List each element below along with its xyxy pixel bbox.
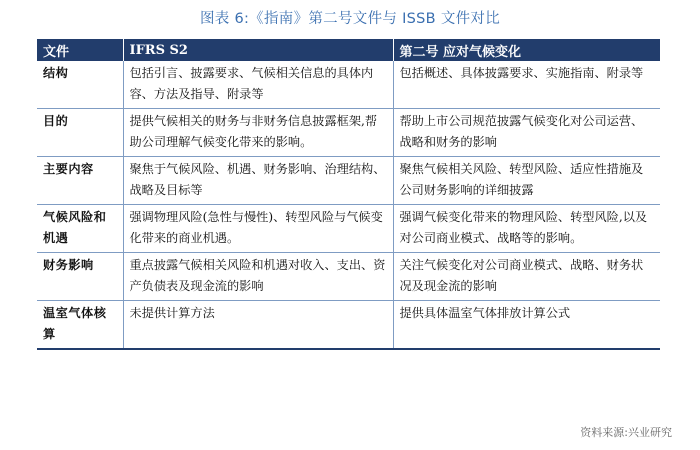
ifrs-cell: 未提供计算方法 [123, 301, 393, 350]
comparison-table [37, 39, 660, 350]
ifrs-cell: 重点披露气候相关风险和机遇对收入、支出、资产负债表及现金流的影响 [123, 253, 393, 301]
ifrs-cell: 强调物理风险(急性与慢性)、转型风险与气候变化带来的商业机遇。 [123, 205, 393, 253]
header-document: 文件 [37, 39, 123, 61]
header-ifrs-s2: IFRS S2 [123, 39, 393, 61]
guide-cell: 关注气候变化对公司商业模式、战略、财务状况及现金流的影响 [393, 253, 660, 301]
table-row [37, 301, 660, 350]
ifrs-cell: 包括引言、披露要求、气候相关信息的具体内容、方法及指导、附录等 [123, 61, 393, 109]
table-row [37, 61, 660, 109]
header-guideline-no2: 第二号 应对气候变化 [393, 39, 660, 61]
figure-title: 图表 6:《指南》第二号文件与 ISSB 文件对比 [199, 11, 501, 27]
row-label: 财务影响 [37, 253, 123, 301]
table-row [37, 205, 660, 253]
row-label: 结构 [37, 61, 123, 109]
row-label: 气候风险和机遇 [37, 205, 123, 253]
table-header-row [37, 39, 660, 61]
guide-cell: 聚焦气候相关风险、转型风险、适应性措施及公司财务影响的详细披露 [393, 157, 660, 205]
ifrs-cell: 聚焦于气候风险、机遇、财务影响、治理结构、战略及目标等 [123, 157, 393, 205]
guide-cell: 强调气候变化带来的物理风险、转型风险,以及对公司商业模式、战略等的影响。 [393, 205, 660, 253]
table-row [37, 157, 660, 205]
row-label: 目的 [37, 109, 123, 157]
row-label: 主要内容 [37, 157, 123, 205]
table-row [37, 253, 660, 301]
guide-cell: 帮助上市公司规范披露气候变化对公司运营、战略和财务的影响 [393, 109, 660, 157]
table-row [37, 109, 660, 157]
source-note: 资料来源:兴业研究 [580, 426, 672, 439]
row-label: 温室气体核算 [37, 301, 123, 350]
guide-cell: 包括概述、具体披露要求、实施指南、附录等 [393, 61, 660, 109]
ifrs-cell: 提供气候相关的财务与非财务信息披露框架,帮助公司理解气候变化带来的影响。 [123, 109, 393, 157]
guide-cell: 提供具体温室气体排放计算公式 [393, 301, 660, 350]
